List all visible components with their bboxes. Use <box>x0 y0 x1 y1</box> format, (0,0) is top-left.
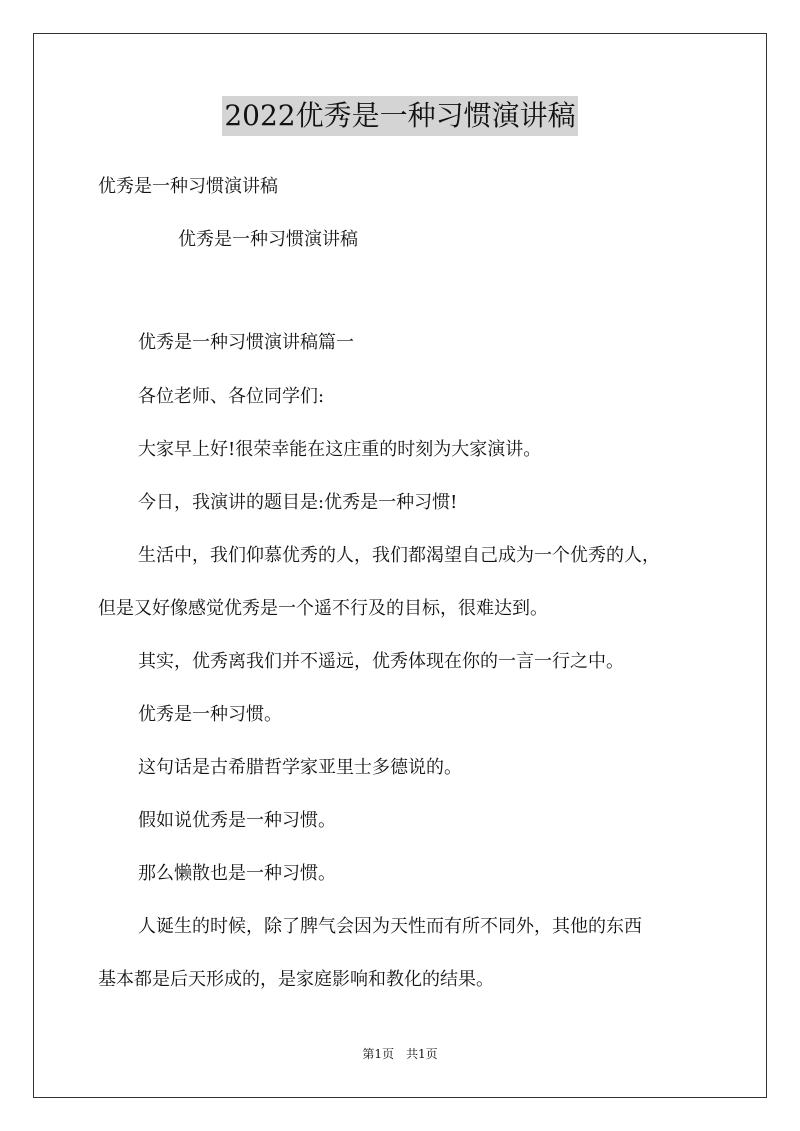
paragraph-line: 基本都是后天形成的，是家庭影响和教化的结果。 <box>98 969 494 990</box>
title-container <box>0 96 800 136</box>
paragraph-line: 今日，我演讲的题目是:优秀是一种习惯! <box>138 492 458 513</box>
subtitle: 优秀是一种习惯演讲稿 <box>178 229 358 250</box>
document-title: 2022优秀是一种习惯演讲稿 <box>222 96 577 136</box>
paragraph-line: 这句话是古希腊哲学家亚里士多德说的。 <box>138 757 462 778</box>
section-heading: 优秀是一种习惯演讲稿篇一 <box>138 332 354 353</box>
paragraph-line: 人诞生的时候，除了脾气会因为天性而有所不同外，其他的东西 <box>138 916 642 937</box>
paragraph-line: 生活中，我们仰慕优秀的人，我们都渴望自己成为一个优秀的人， <box>138 545 660 566</box>
paragraph-line: 各位老师、各位同学们: <box>138 386 325 407</box>
paragraph-line: 优秀是一种习惯。 <box>138 704 282 725</box>
paragraph-line: 但是又好像感觉优秀是一个遥不行及的目标，很难达到。 <box>98 598 548 619</box>
paragraph-line: 假如说优秀是一种习惯。 <box>138 810 336 831</box>
paragraph-line: 其实，优秀离我们并不遥远，优秀体现在你的一言一行之中。 <box>138 651 624 672</box>
paragraph-line: 那么懒散也是一种习惯。 <box>138 863 336 884</box>
paragraph-line: 大家早上好!很荣幸能在这庄重的时刻为大家演讲。 <box>138 439 542 460</box>
intro-heading: 优秀是一种习惯演讲稿 <box>98 176 278 197</box>
page-footer: 第1页 共1页 <box>362 1047 438 1061</box>
